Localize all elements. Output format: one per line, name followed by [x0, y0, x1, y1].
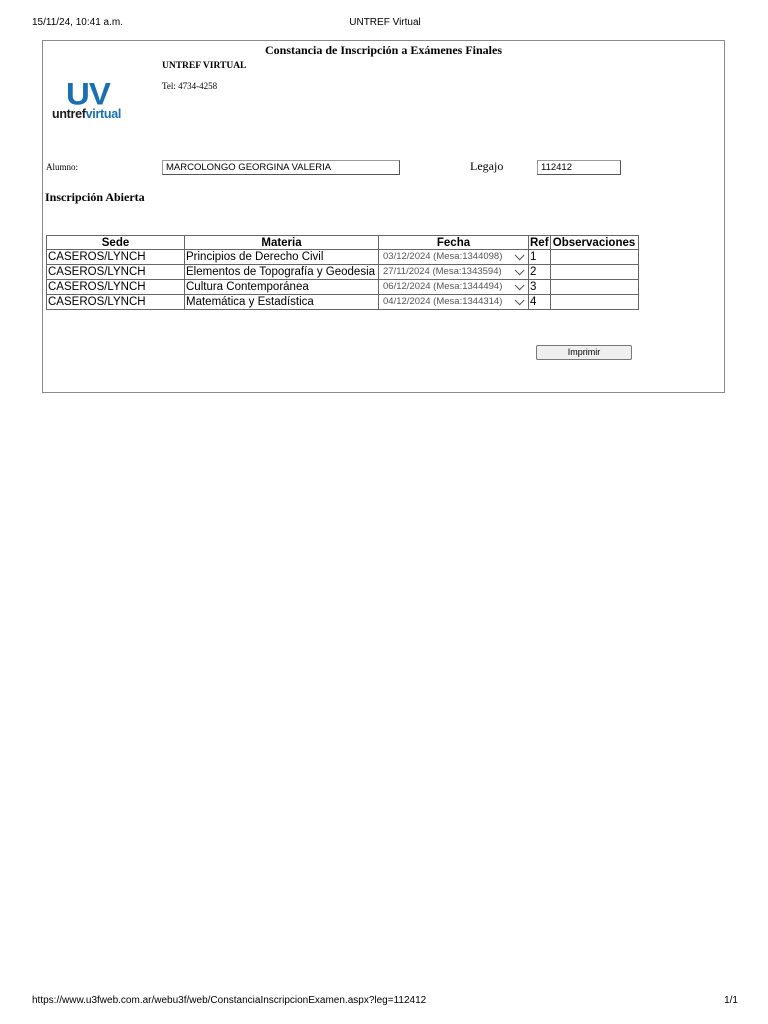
- chevron-down-icon: [515, 265, 525, 275]
- print-datetime: 15/11/24, 10:41 a.m.: [32, 17, 123, 28]
- document-frame: [42, 40, 725, 393]
- fecha-select[interactable]: [379, 250, 529, 265]
- print-page-title: UNTREF Virtual: [349, 17, 421, 28]
- header-observaciones: Observaciones: [550, 236, 638, 250]
- table-row: [47, 250, 639, 265]
- document-title: Constancia de Inscripción a Exámenes Finales: [264, 43, 502, 57]
- header-fecha: Fecha: [379, 236, 529, 250]
- legajo-field[interactable]: 112412: [537, 160, 621, 175]
- cell-ref: 1: [529, 250, 551, 265]
- table-row: [47, 295, 639, 310]
- alumno-field[interactable]: MARCOLONGO GEORGINA VALERIA: [162, 160, 400, 175]
- cell-observaciones: [550, 265, 638, 280]
- legajo-label: Legajo: [470, 159, 504, 173]
- cell-sede: CASEROS/LYNCH: [47, 295, 185, 310]
- cell-sede: CASEROS/LYNCH: [47, 250, 185, 265]
- logo-wordmark: [52, 107, 121, 121]
- org-name: UNTREF VIRTUAL: [162, 61, 247, 71]
- cell-materia: Principios de Derecho Civil: [185, 250, 379, 265]
- fecha-value: 03/12/2024 (Mesa:1344098): [383, 251, 503, 262]
- untref-logo: [51, 75, 131, 125]
- cell-ref: 3: [529, 280, 551, 295]
- chevron-down-icon: [515, 295, 525, 305]
- fecha-select[interactable]: [379, 280, 529, 295]
- cell-observaciones: [550, 250, 638, 265]
- org-phone: Tel: 4734-4258: [162, 81, 218, 91]
- fecha-value: 27/11/2024 (Mesa:1343594): [383, 266, 502, 277]
- fecha-value: 04/12/2024 (Mesa:1344314): [383, 296, 503, 307]
- print-button[interactable]: Imprimir: [536, 345, 632, 360]
- header-materia: Materia: [185, 236, 379, 250]
- cell-ref: 4: [529, 295, 551, 310]
- cell-ref: 2: [529, 265, 551, 280]
- table-row: [47, 265, 639, 280]
- fecha-select[interactable]: [379, 265, 529, 280]
- cell-observaciones: [550, 280, 638, 295]
- section-title: Inscripción Abierta: [45, 190, 145, 204]
- cell-sede: CASEROS/LYNCH: [47, 280, 185, 295]
- cell-sede: CASEROS/LYNCH: [47, 265, 185, 280]
- fecha-value: 06/12/2024 (Mesa:1344494): [383, 281, 503, 292]
- cell-materia: Matemática y Estadística: [185, 295, 379, 310]
- print-page-number: 1/1: [724, 995, 738, 1006]
- logo-word-virtual: virtual: [85, 107, 122, 121]
- cell-materia: Cultura Contemporánea: [185, 280, 379, 295]
- header-sede: Sede: [47, 236, 185, 250]
- fecha-select[interactable]: [379, 295, 529, 310]
- cell-observaciones: [550, 295, 638, 310]
- table-header-row: [47, 236, 639, 250]
- chevron-down-icon: [515, 280, 525, 290]
- alumno-label: Alumno:: [46, 162, 79, 172]
- cell-materia: Elementos de Topografía y Geodesia: [185, 265, 379, 280]
- logo-mark: UV: [66, 75, 110, 112]
- chevron-down-icon: [515, 250, 525, 260]
- print-url: https://www.u3fweb.com.ar/webu3f/web/ConstanciaInscripcionExamen.aspx?leg=112412: [32, 995, 427, 1006]
- header-ref: Ref: [530, 236, 549, 249]
- exam-table: [46, 235, 639, 310]
- logo-word-untref: untref: [52, 107, 86, 121]
- table-row: [47, 280, 639, 295]
